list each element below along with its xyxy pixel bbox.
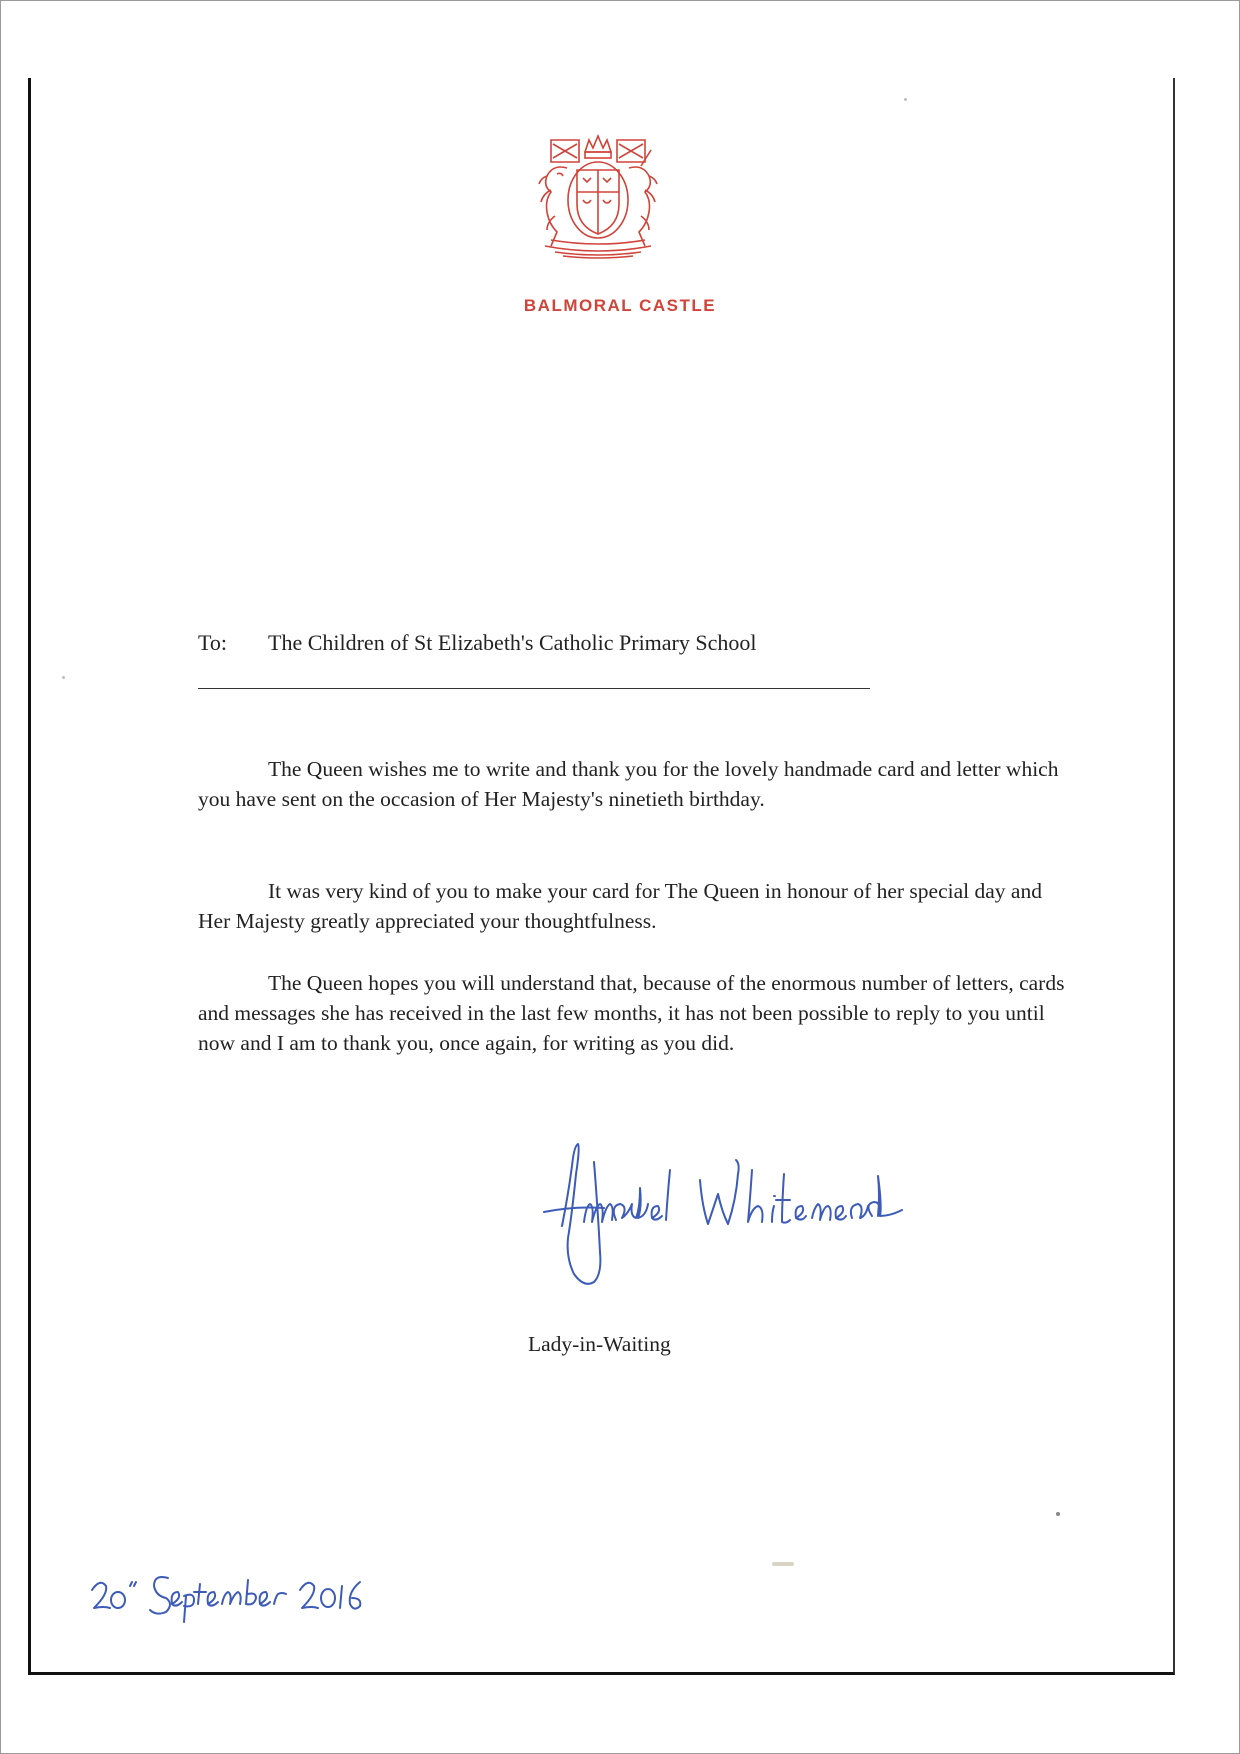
addressee-line — [198, 630, 757, 656]
royal-crest-icon — [533, 130, 663, 262]
signatory-title: Lady-in-Waiting — [528, 1332, 671, 1356]
addressee-rule — [198, 688, 870, 689]
handwritten-signature — [540, 1130, 920, 1310]
addressee-label: To: — [198, 630, 228, 655]
scan-speck — [1056, 1512, 1060, 1516]
letterhead-title: BALMORAL CASTLE — [523, 296, 717, 315]
scan-speck — [772, 1562, 794, 1566]
scan-speck — [904, 98, 907, 101]
body-paragraph-2: It was very kind of you to make your card for The Queen in honour of her special day and Her Majesty greatly appreciated your thoughtfulness. — [198, 879, 1042, 933]
body-paragraph-1: The Queen wishes me to write and thank you for the lovely handmade card and letter which you have sent on the occasion of Her Majesty's ninetieth birthday. — [198, 757, 1059, 811]
body-paragraph-3: The Queen hopes you will understand that, because of the enormous number of letters, cards and messages she has received in the last few months, it has not been possible to reply to you until now and I am to thank you, once again, for writing as you did. — [198, 971, 1065, 1055]
handwritten-date — [88, 1556, 388, 1636]
scan-speck — [62, 676, 65, 679]
addressee-name: The Children of St Elizabeth's Catholic Primary School — [268, 630, 757, 655]
